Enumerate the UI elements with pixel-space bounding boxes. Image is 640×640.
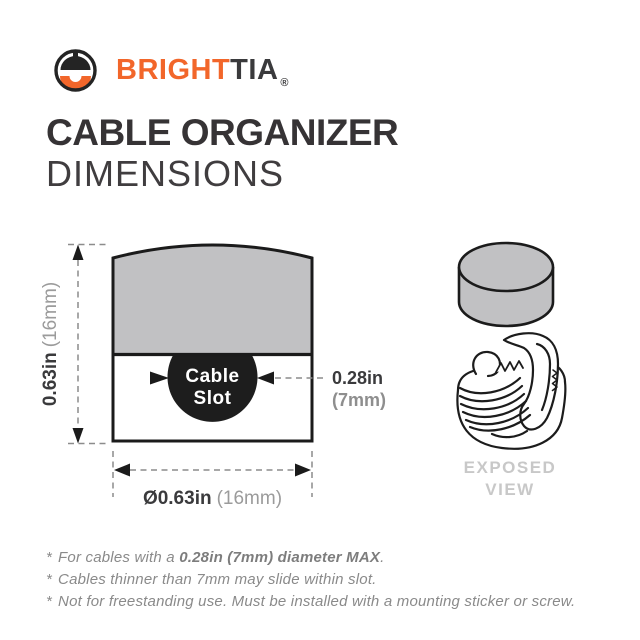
cable-slot-label: Slot [193,388,232,409]
height-inches: 0.63in [40,352,61,407]
footnote [46,593,606,611]
cylinder-top [459,243,553,291]
footnote-bold-text: 0.28in (7mm) diameter MAX [179,549,381,566]
arrow-right-icon [295,464,311,477]
width-inches: Ø0.63in [142,488,212,509]
height-metric: (16mm) [40,281,61,348]
organizer-cap-fill [113,245,312,354]
slot-dimension-metric: (7mm) [332,390,387,410]
cable-slot-label: Cable [185,366,240,387]
exposed-caption-line2: VIEW [485,480,535,499]
width-metric: (16mm) [216,488,283,509]
slot-dimension-inches: 0.28in [332,368,384,388]
footnote-marker: * [46,571,53,588]
wordmark-tia: TIA [230,54,279,86]
arrow-up-icon [73,245,84,261]
exposed-view-illustration [440,330,580,455]
footnote [46,571,606,589]
exposed-view-caption [440,457,580,501]
registered-mark: ® [280,77,289,89]
arrow-left-icon [114,464,130,477]
arrow-down-icon [73,428,84,444]
arrow-left-icon [257,372,274,385]
footnote-text: . [380,549,385,566]
footnote-text: Not for freestanding use. Must be installed with a mounting sticker or screw. [58,593,576,610]
title-block [46,112,398,194]
width-dimension [113,451,312,509]
footnotes [46,549,606,615]
wordmark-bright: BRIGHT [116,54,231,86]
footnote-marker: * [46,549,53,566]
product-cylinder-illustration [440,240,580,340]
footnote [46,549,606,567]
page-subtitle: DIMENSIONS [46,153,285,194]
height-dimension-label [40,282,61,406]
footnote-text: For cables with a [58,549,180,566]
page-title: CABLE ORGANIZER [46,112,399,153]
brand-logo [53,47,289,94]
width-dimension-label [143,488,282,509]
wordmark [116,54,287,87]
height-dimension [40,245,109,444]
exposed-caption-line1: EXPOSED [463,458,557,477]
dimension-diagram [30,215,420,525]
footnote-marker: * [46,593,53,610]
arrow-right-icon [150,372,169,385]
footnote-text: Cables thinner than 7mm may slide within slot. [58,571,377,588]
pendant-lamp-logo-icon [53,47,99,94]
